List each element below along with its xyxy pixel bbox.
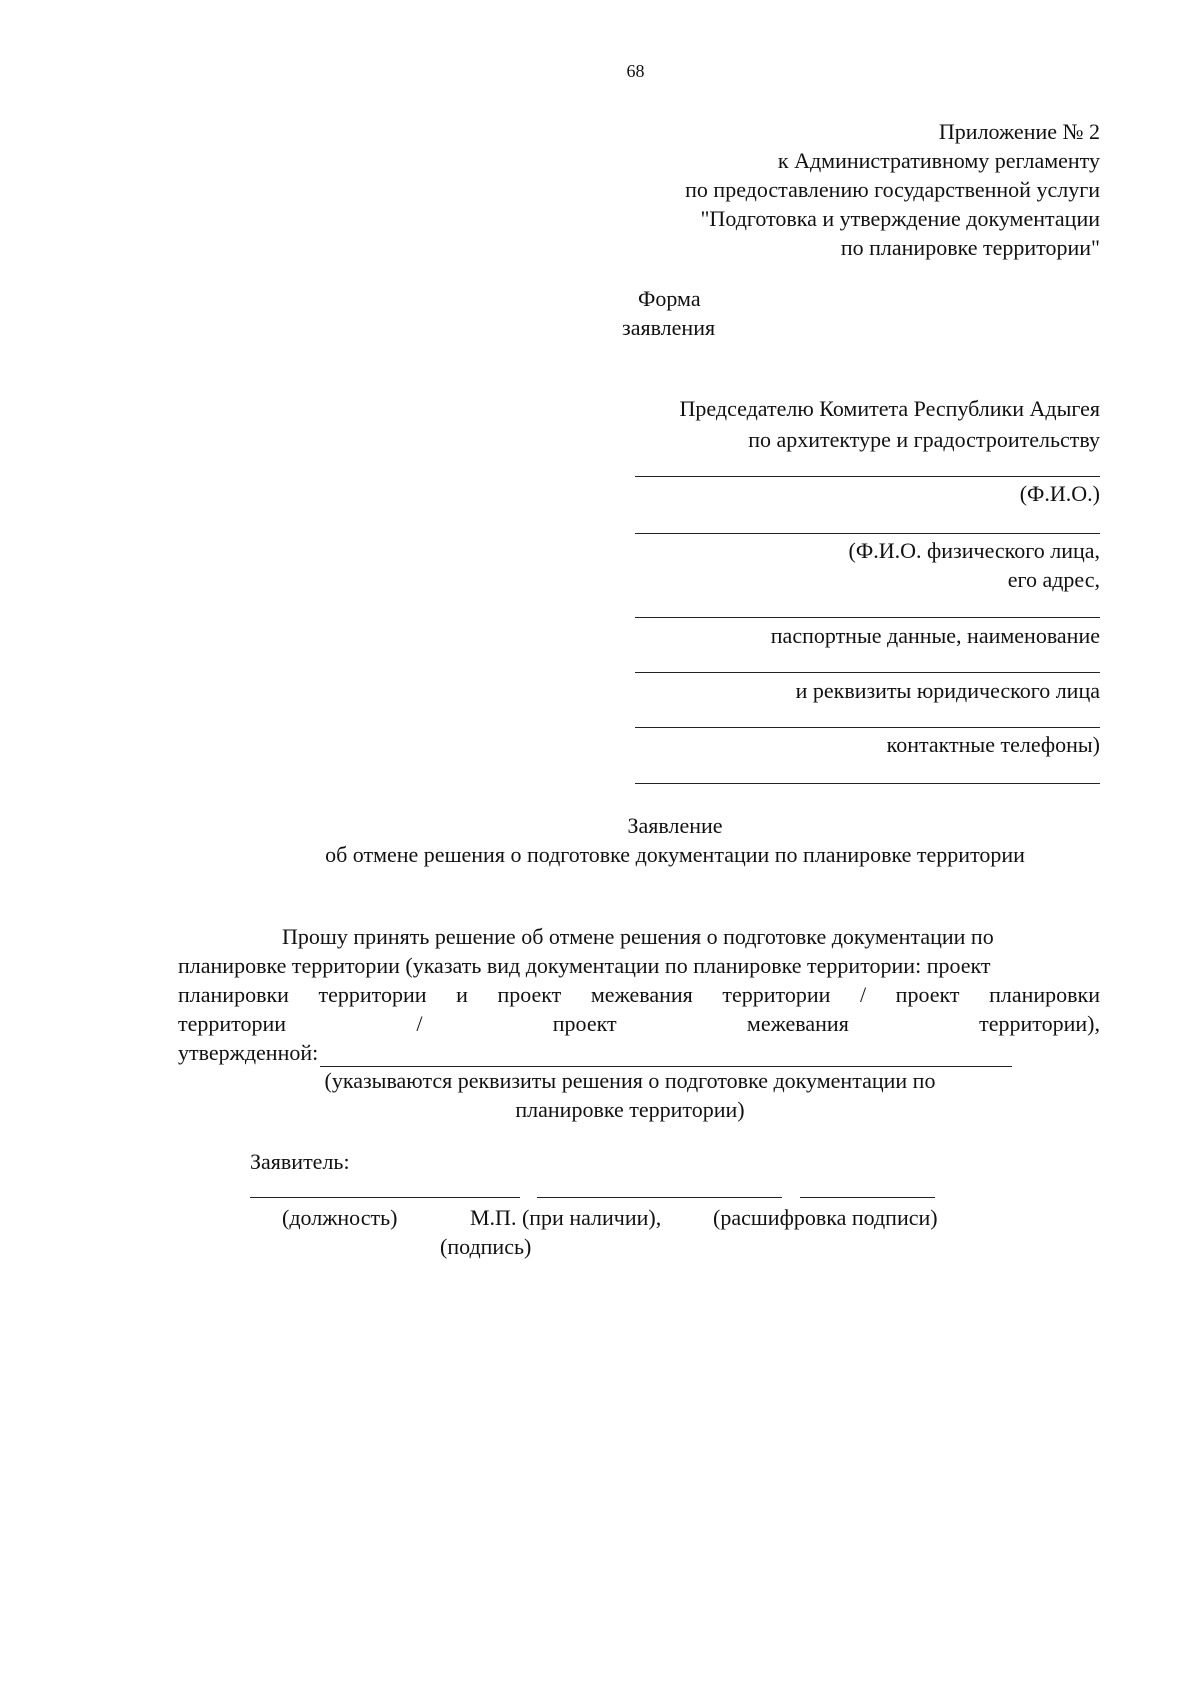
caption-person-line2: его адрес,: [1007, 567, 1100, 592]
decoding-fill-line[interactable]: [800, 1197, 935, 1198]
position-fill-line[interactable]: [250, 1197, 520, 1198]
approved-note: [0, 1066, 1200, 1124]
form-label: [622, 284, 715, 342]
applicant-label: Заявитель:: [250, 1149, 350, 1174]
form-label-line1: Форма: [638, 286, 701, 311]
caption-stamp: М.П. (при наличии),: [470, 1205, 662, 1230]
caption-person-line1: (Ф.И.О. физического лица,: [848, 538, 1100, 563]
appendix-line: по предоставлению государственной услуги: [685, 177, 1100, 202]
caption-decoding: (расшифровка подписи): [713, 1205, 938, 1230]
caption-signature: (подпись): [440, 1234, 532, 1259]
appendix-line: "Подготовка и утверждение документации: [700, 206, 1100, 231]
approved-line: [178, 1038, 1100, 1067]
statement-title: Заявление: [627, 813, 723, 838]
fill-line-phones[interactable]: [635, 783, 1100, 784]
fill-line-passport[interactable]: [635, 672, 1100, 673]
caption-passport: паспортные данные, наименование: [770, 623, 1100, 648]
approved-fill-line[interactable]: [320, 1046, 1012, 1067]
signature-fill-line[interactable]: [537, 1197, 782, 1198]
body-line-spread: [178, 1009, 1100, 1038]
body-line-text: планировки территории и проект межевания территории / проект планировки: [178, 982, 1100, 1007]
caption-position: (должность): [282, 1205, 398, 1230]
addressee-line2: по архитектуре и градостроительству: [748, 427, 1100, 452]
body-word: территории),: [979, 1011, 1100, 1036]
form-label-line2: заявления: [622, 315, 716, 340]
fill-line-requisites[interactable]: [635, 727, 1100, 728]
body-line: [178, 922, 1100, 951]
body-word: проект: [552, 1011, 617, 1036]
statement-subtitle: об отмене решения о подготовке документации по планировке территории: [325, 842, 1025, 867]
body-line: [178, 951, 1100, 980]
fill-line-name[interactable]: [635, 476, 1100, 477]
appendix-header: [400, 117, 1100, 262]
fill-line-person[interactable]: [635, 533, 1100, 534]
note-line2: планировке территории): [515, 1097, 745, 1122]
caption-phones: контактные телефоны): [886, 732, 1100, 757]
caption-fio: (Ф.И.О.): [1019, 481, 1100, 506]
approved-label: утвержденной:: [178, 1040, 319, 1065]
addressee: [400, 393, 1100, 455]
appendix-line: Приложение № 2: [938, 119, 1100, 144]
body-word: территории: [178, 1011, 287, 1036]
appendix-line: по планировке территории": [840, 235, 1100, 260]
page-number: 68: [626, 61, 645, 81]
statement-body: [178, 922, 1100, 1067]
fill-line-address[interactable]: [635, 617, 1100, 618]
addressee-line1: Председателю Комитета Республики Адыгея: [679, 396, 1100, 421]
body-line: [178, 980, 1100, 1009]
body-line-text: планировке территории (указать вид документации по планировке территории: проект: [178, 953, 991, 978]
appendix-line: к Административному регламенту: [777, 148, 1100, 173]
caption-requisites: и реквизиты юридического лица: [795, 678, 1100, 703]
note-line1: (указываются реквизиты решения о подготовке документации по: [324, 1068, 936, 1093]
body-word: /: [416, 1011, 423, 1036]
body-word: межевания: [746, 1011, 849, 1036]
body-line-text: Прошу принять решение об отмене решения о подготовке документации по: [282, 924, 994, 949]
